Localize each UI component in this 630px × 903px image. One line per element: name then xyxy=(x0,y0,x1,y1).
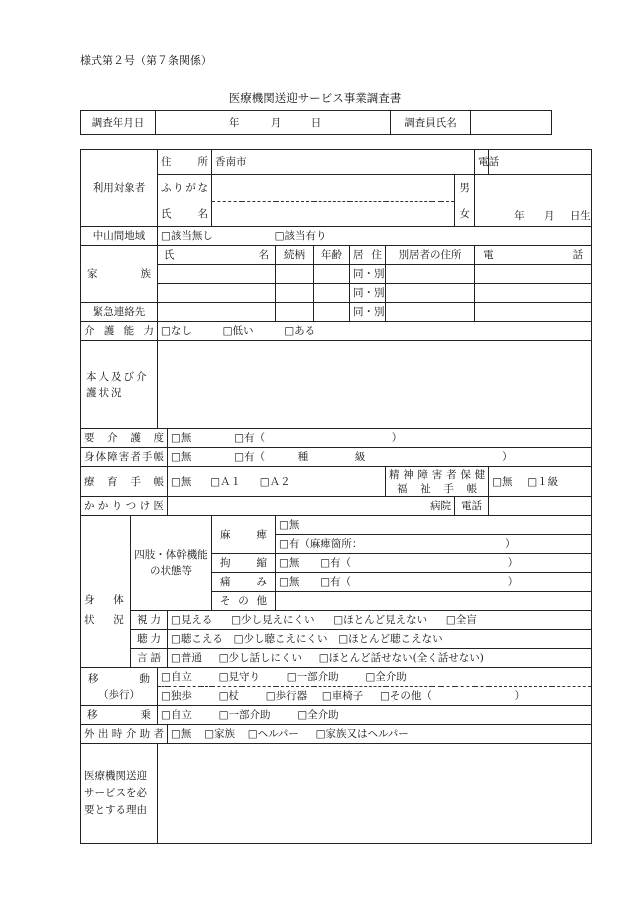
body-label-top xyxy=(81,516,131,611)
doctor-phone-label: 電話 xyxy=(455,497,489,516)
walking-close: ） xyxy=(514,690,526,702)
paralysis-none-checkbox[interactable]: □無 xyxy=(276,516,592,535)
family-name-cell[interactable] xyxy=(158,265,276,284)
birth-month-label: 月 xyxy=(543,210,555,222)
phone-field[interactable] xyxy=(489,150,592,175)
speech-2-checkbox[interactable]: □少し話しにくい xyxy=(218,652,303,664)
birth-year-label: 年 xyxy=(514,210,525,222)
mental-none-checkbox[interactable]: □無 xyxy=(492,475,513,488)
hearing-options xyxy=(168,630,592,649)
mental-handbook-label xyxy=(386,467,489,497)
family-age-cell[interactable] xyxy=(314,284,350,303)
month-label: 月 xyxy=(270,116,282,129)
hearing-2-checkbox[interactable]: □少し聴こえにくい xyxy=(233,633,328,645)
speech-1-checkbox[interactable]: □普通 xyxy=(171,652,202,664)
movement-sublabel: （歩行） xyxy=(98,688,140,701)
main-form-table xyxy=(80,149,592,844)
mountain-area-options xyxy=(158,227,592,246)
body-label-1: 身 xyxy=(84,593,95,606)
emergency-relation-cell[interactable] xyxy=(276,303,314,322)
walking-4-checkbox[interactable]: □車椅子 xyxy=(321,690,364,702)
status-label: 本人及び介護状況 xyxy=(81,341,158,429)
contracture-label: 拘縮 xyxy=(212,554,276,573)
speech-options xyxy=(168,649,592,668)
movement-label-text: 移動 xyxy=(88,672,151,685)
sight-2-checkbox[interactable]: □少し見えにくい xyxy=(231,614,315,626)
pain-label: 痛み xyxy=(212,573,276,592)
family-age-cell[interactable] xyxy=(314,265,350,284)
disability-close: ） xyxy=(502,451,513,463)
sight-1-checkbox[interactable]: □見える xyxy=(171,614,213,626)
doctor-label: かかりつけ医 xyxy=(81,497,168,516)
pain-close: ） xyxy=(507,576,519,588)
family-label: 家族 xyxy=(81,246,158,303)
disability-type-label: 種 xyxy=(297,451,309,463)
family-col-relation: 続柄 xyxy=(276,246,314,265)
walking-1-checkbox[interactable]: □独歩 xyxy=(161,690,192,702)
contracture-none-checkbox[interactable]: □無 xyxy=(279,557,300,569)
care-low-checkbox[interactable]: □低い xyxy=(222,325,254,337)
sight-3-checkbox[interactable]: □ほとんど見えない xyxy=(333,614,428,626)
paralysis-label: 麻痺 xyxy=(212,516,276,554)
sight-options xyxy=(168,611,592,630)
emergency-phone-cell[interactable] xyxy=(475,303,592,322)
family-phone-cell[interactable] xyxy=(475,265,592,284)
movement-options xyxy=(158,668,592,687)
survey-date-field[interactable] xyxy=(156,111,391,135)
family-col-phone: 電話 xyxy=(475,246,592,265)
paralysis-yes-options xyxy=(276,535,592,554)
family-address-cell[interactable] xyxy=(386,265,475,284)
transfer-3-checkbox[interactable]: □全介助 xyxy=(297,709,339,721)
furigana-label: ふりがな xyxy=(158,175,212,202)
doctor-phone-field[interactable] xyxy=(489,497,592,516)
same-separate[interactable]: 同・別 xyxy=(350,284,386,303)
form-number: 様式第２号（第７条関係） xyxy=(80,54,212,67)
rehab-options xyxy=(168,467,386,497)
care-none-checkbox[interactable]: □なし xyxy=(161,325,192,337)
outing-1-checkbox[interactable]: □無 xyxy=(171,728,192,740)
care-level-label: 要介護度 xyxy=(81,429,168,448)
mental-handbook-label-2: 福祉手帳 xyxy=(397,482,478,495)
family-address-cell[interactable] xyxy=(386,284,475,303)
movement-1-checkbox[interactable]: □自立 xyxy=(161,671,192,683)
address-label: 住所 xyxy=(158,150,212,175)
family-col-residence: 居住 xyxy=(350,246,386,265)
rehab-label: 療育手帳 xyxy=(81,467,168,497)
body-label-3: 状 xyxy=(84,613,95,626)
family-name-cell[interactable] xyxy=(158,284,276,303)
care-ability-label: 介護能力 xyxy=(81,322,158,341)
reason-field[interactable] xyxy=(158,744,592,844)
family-col-age: 年齢 xyxy=(314,246,350,265)
movement-2-checkbox[interactable]: □見守り xyxy=(218,671,261,683)
other-label: その他 xyxy=(212,592,276,611)
hearing-label: 聴力 xyxy=(131,630,168,649)
care-level-none-checkbox[interactable]: □無 xyxy=(171,432,192,444)
mountain-area-label: 中山間地域 xyxy=(81,227,158,246)
furigana-field[interactable] xyxy=(212,175,455,202)
pain-none-checkbox[interactable]: □無 xyxy=(279,576,300,588)
care-level-close: ） xyxy=(391,432,403,444)
disability-none-checkbox[interactable]: □無 xyxy=(171,451,192,463)
outing-3-checkbox[interactable]: □ヘルパー xyxy=(247,728,299,740)
mental-handbook-label-1: 精神障害者保健 xyxy=(389,468,486,481)
care-level-yes-checkbox[interactable]: □有（ xyxy=(234,432,266,444)
family-phone-cell[interactable] xyxy=(475,284,592,303)
hospital-label: 病院 xyxy=(430,500,452,512)
sight-4-checkbox[interactable]: □全盲 xyxy=(445,614,477,626)
care-ability-options xyxy=(158,322,592,341)
disability-label: 身体障害者手帳 xyxy=(81,448,168,467)
birthdate-field[interactable] xyxy=(475,175,592,227)
body-label-2: 体 xyxy=(113,593,124,606)
disability-options xyxy=(168,448,592,467)
care-yes-checkbox[interactable]: □ある xyxy=(284,325,316,337)
reason-label: 医療機関送迎サービスを必要とする理由 xyxy=(81,744,158,844)
rehab-a1-checkbox[interactable]: □Ａ１ xyxy=(210,475,242,488)
transfer-options xyxy=(158,706,592,725)
name-label: 氏名 xyxy=(158,202,212,227)
transfer-2-checkbox[interactable]: □一部介助 xyxy=(218,709,271,721)
contracture-yes-checkbox[interactable]: □有（ xyxy=(320,557,352,569)
document-title: 医療機関送迎サービス事業調査書 xyxy=(228,91,402,105)
family-relation-cell[interactable] xyxy=(276,284,314,303)
walking-5-checkbox[interactable]: □その他（ xyxy=(379,690,432,702)
family-relation-cell[interactable] xyxy=(276,265,314,284)
same-separate[interactable]: 同・別 xyxy=(350,265,386,284)
mountain-yes-checkbox[interactable]: □該当有り xyxy=(274,230,327,242)
address-field[interactable]: 香南市 xyxy=(212,150,475,175)
emergency-contact-label: 緊急連絡先 xyxy=(81,303,158,322)
subject-label: 利用対象者 xyxy=(81,150,158,227)
status-field[interactable] xyxy=(158,341,592,429)
male-label: 男 xyxy=(455,175,475,202)
mountain-none-checkbox[interactable]: □該当無し xyxy=(161,230,213,242)
pain-options xyxy=(276,573,592,592)
speech-label: 言語 xyxy=(131,649,168,668)
mental-g1-checkbox[interactable]: □１級 xyxy=(527,475,559,488)
female-label: 女 xyxy=(455,202,475,227)
transfer-label: 移乗 xyxy=(81,706,158,725)
movement-label xyxy=(81,668,158,706)
paralysis-close: ） xyxy=(505,538,516,550)
emergency-address-cell[interactable] xyxy=(386,303,475,322)
movement-3-checkbox[interactable]: □一部介助 xyxy=(286,671,339,683)
walking-2-checkbox[interactable]: □杖 xyxy=(218,690,240,702)
outing-label: 外出時介助者 xyxy=(81,725,168,744)
day-label: 日 xyxy=(310,116,322,129)
emergency-age-cell[interactable] xyxy=(314,303,350,322)
same-separate[interactable]: 同・別 xyxy=(350,303,386,322)
outing-4-checkbox[interactable]: □家族又はヘルパー xyxy=(315,728,409,740)
pain-yes-checkbox[interactable]: □有（ xyxy=(320,576,352,588)
body-label-4: 況 xyxy=(113,613,124,626)
speech-3-checkbox[interactable]: □ほとんど話せない(全く話せない) xyxy=(318,652,484,664)
outing-2-checkbox[interactable]: □家族 xyxy=(204,728,236,740)
family-col-address: 別居者の住所 xyxy=(386,246,475,265)
family-col-name: 氏名 xyxy=(158,246,276,265)
disability-yes-checkbox[interactable]: □有（ xyxy=(234,451,266,463)
paralysis-yes-checkbox[interactable]: □有（麻痺箇所： xyxy=(279,538,363,550)
movement-4-checkbox[interactable]: □全介助 xyxy=(365,671,407,683)
disability-grade-label: 級 xyxy=(354,451,366,463)
walking-options xyxy=(158,687,592,706)
mental-options xyxy=(489,467,592,497)
survey-table xyxy=(80,110,552,135)
birth-day-label: 日生 xyxy=(569,210,591,222)
phone-label: 電話 xyxy=(475,150,489,175)
limbs-label: 四肢・体幹機能の状態等 xyxy=(131,516,212,611)
year-label: 年 xyxy=(229,116,240,129)
sight-label: 視力 xyxy=(131,611,168,630)
body-label-bottom xyxy=(81,611,131,668)
outing-options xyxy=(168,725,592,744)
hearing-1-checkbox[interactable]: □聴こえる xyxy=(171,633,223,645)
walking-3-checkbox[interactable]: □歩行器 xyxy=(265,690,308,702)
care-level-options xyxy=(168,429,592,448)
hospital-field[interactable] xyxy=(168,497,455,516)
hearing-3-checkbox[interactable]: □ほとんど聴こえない xyxy=(338,633,443,645)
survey-date-label: 調査年月日 xyxy=(81,111,156,135)
rehab-a2-checkbox[interactable]: □Ａ２ xyxy=(259,475,291,488)
name-field[interactable] xyxy=(212,202,455,227)
surveyor-field[interactable] xyxy=(471,111,552,135)
emergency-name-cell[interactable] xyxy=(158,303,276,322)
transfer-1-checkbox[interactable]: □自立 xyxy=(161,709,192,721)
rehab-none-checkbox[interactable]: □無 xyxy=(171,475,192,488)
contracture-close: ） xyxy=(507,557,519,569)
other-field[interactable] xyxy=(276,592,592,611)
surveyor-label: 調査員氏名 xyxy=(391,111,471,135)
contracture-options xyxy=(276,554,592,573)
